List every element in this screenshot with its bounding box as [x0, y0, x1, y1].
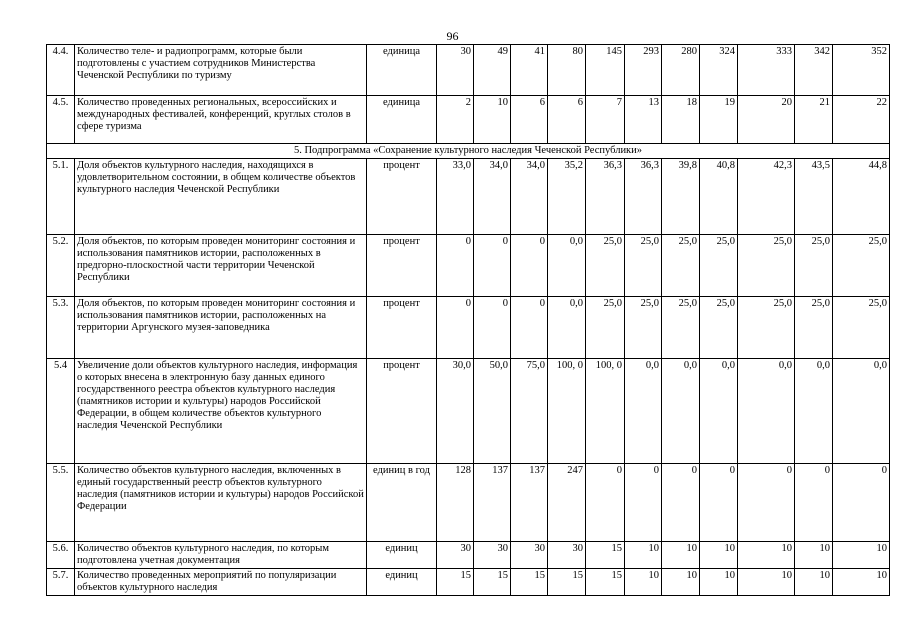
table-body	[47, 45, 890, 596]
value-cell: 15	[437, 569, 474, 596]
value-cell: 0,0	[833, 359, 890, 464]
value-cell: 10	[700, 569, 738, 596]
value-cell: 15	[548, 569, 586, 596]
value-cell: 41	[511, 45, 548, 96]
value-cell: 2	[437, 96, 474, 144]
value-cell: 30	[437, 542, 474, 569]
table-row	[47, 464, 890, 542]
value-cell: 0	[738, 464, 795, 542]
value-cell: 10	[795, 542, 833, 569]
indicator-name: Количество проведенных региональных, всероссийских и международных фестивалей, конференций, круглых столов в сфере туризма	[75, 96, 367, 144]
value-cell: 25,0	[795, 297, 833, 359]
value-cell: 0	[700, 464, 738, 542]
value-cell: 10	[795, 569, 833, 596]
indicator-name: Количество объектов культурного наследия, включенных в единый государственный реестр объектов культурного наследия (памятников истории и культуры) народов Российской Федерации	[75, 464, 367, 542]
table-row	[47, 45, 890, 96]
value-cell: 36,3	[625, 159, 662, 235]
value-cell: 324	[700, 45, 738, 96]
table-row	[47, 159, 890, 235]
table-row	[47, 542, 890, 569]
value-cell: 100, 0	[548, 359, 586, 464]
value-cell: 43,5	[795, 159, 833, 235]
value-cell: 137	[511, 464, 548, 542]
value-cell: 0,0	[738, 359, 795, 464]
value-cell: 10	[738, 542, 795, 569]
table-row	[47, 235, 890, 297]
value-cell: 293	[625, 45, 662, 96]
unit-cell: единиц в год	[367, 464, 437, 542]
value-cell: 0	[474, 235, 511, 297]
value-cell: 44,8	[833, 159, 890, 235]
value-cell: 15	[586, 542, 625, 569]
value-cell: 50,0	[474, 359, 511, 464]
value-cell: 10	[700, 542, 738, 569]
value-cell: 10	[662, 569, 700, 596]
value-cell: 19	[700, 96, 738, 144]
row-number: 5.6.	[47, 542, 75, 569]
indicator-name: Количество проведенных мероприятий по популяризации объектов культурного наследия	[75, 569, 367, 596]
value-cell: 25,0	[833, 297, 890, 359]
table-row	[47, 569, 890, 596]
value-cell: 34,0	[474, 159, 511, 235]
value-cell: 75,0	[511, 359, 548, 464]
value-cell: 15	[586, 569, 625, 596]
value-cell: 342	[795, 45, 833, 96]
indicator-name: Доля объектов, по которым проведен мониторинг состояния и использования памятников истории, расположенных в предгорно-плоскостной части территории Чеченской Республики	[75, 235, 367, 297]
value-cell: 247	[548, 464, 586, 542]
value-cell: 80	[548, 45, 586, 96]
value-cell: 7	[586, 96, 625, 144]
table-row	[47, 359, 890, 464]
row-number: 5.4	[47, 359, 75, 464]
value-cell: 25,0	[586, 297, 625, 359]
section-row	[47, 144, 890, 159]
table-row	[47, 297, 890, 359]
indicator-name: Доля объектов культурного наследия, находящихся в удовлетворительном состоянии, в общем количестве объектов культурного наследия Чеченской Республики	[75, 159, 367, 235]
value-cell: 15	[511, 569, 548, 596]
unit-cell: процент	[367, 359, 437, 464]
value-cell: 25,0	[738, 297, 795, 359]
value-cell: 10	[625, 569, 662, 596]
value-cell: 30	[474, 542, 511, 569]
value-cell: 42,3	[738, 159, 795, 235]
page-number: 96	[446, 29, 459, 43]
value-cell: 34,0	[511, 159, 548, 235]
value-cell: 22	[833, 96, 890, 144]
value-cell: 10	[833, 542, 890, 569]
value-cell: 21	[795, 96, 833, 144]
value-cell: 33,0	[437, 159, 474, 235]
indicator-name: Доля объектов, по которым проведен мониторинг состояния и использования памятников истории, расположенных на территории Аргунского музея-заповедника	[75, 297, 367, 359]
value-cell: 0,0	[548, 235, 586, 297]
value-cell: 10	[662, 542, 700, 569]
value-cell: 0	[511, 297, 548, 359]
unit-cell: единица	[367, 96, 437, 144]
value-cell: 0	[474, 297, 511, 359]
value-cell: 30,0	[437, 359, 474, 464]
value-cell: 25,0	[738, 235, 795, 297]
value-cell: 6	[548, 96, 586, 144]
value-cell: 18	[662, 96, 700, 144]
value-cell: 0,0	[625, 359, 662, 464]
indicator-name: Количество объектов культурного наследия, по которым подготовлена учетная документация	[75, 542, 367, 569]
value-cell: 25,0	[795, 235, 833, 297]
value-cell: 13	[625, 96, 662, 144]
value-cell: 0,0	[700, 359, 738, 464]
row-number: 5.3.	[47, 297, 75, 359]
unit-cell: процент	[367, 297, 437, 359]
value-cell: 25,0	[833, 235, 890, 297]
row-number: 4.5.	[47, 96, 75, 144]
value-cell: 0,0	[795, 359, 833, 464]
value-cell: 352	[833, 45, 890, 96]
value-cell: 25,0	[700, 235, 738, 297]
value-cell: 280	[662, 45, 700, 96]
row-number: 5.5.	[47, 464, 75, 542]
unit-cell: процент	[367, 159, 437, 235]
value-cell: 6	[511, 96, 548, 144]
row-number: 5.2.	[47, 235, 75, 297]
value-cell: 30	[511, 542, 548, 569]
indicators-table	[46, 44, 890, 596]
value-cell: 0	[511, 235, 548, 297]
value-cell: 25,0	[586, 235, 625, 297]
unit-cell: процент	[367, 235, 437, 297]
value-cell: 25,0	[625, 235, 662, 297]
value-cell: 25,0	[700, 297, 738, 359]
row-number: 5.1.	[47, 159, 75, 235]
value-cell: 15	[474, 569, 511, 596]
value-cell: 0	[795, 464, 833, 542]
value-cell: 35,2	[548, 159, 586, 235]
value-cell: 0	[833, 464, 890, 542]
value-cell: 25,0	[662, 235, 700, 297]
unit-cell: единиц	[367, 542, 437, 569]
value-cell: 145	[586, 45, 625, 96]
value-cell: 0,0	[548, 297, 586, 359]
unit-cell: единиц	[367, 569, 437, 596]
table-row	[47, 96, 890, 144]
value-cell: 0,0	[662, 359, 700, 464]
section-title: 5. Подпрограмма «Сохранение культурного наследия Чеченской Республики»	[47, 144, 890, 159]
value-cell: 20	[738, 96, 795, 144]
value-cell: 30	[437, 45, 474, 96]
value-cell: 49	[474, 45, 511, 96]
indicator-name: Количество теле- и радиопрограмм, которые были подготовлены с участием сотрудников Министерства Чеченской Республики по туризму	[75, 45, 367, 96]
row-number: 5.7.	[47, 569, 75, 596]
value-cell: 128	[437, 464, 474, 542]
value-cell: 137	[474, 464, 511, 542]
value-cell: 0	[437, 235, 474, 297]
value-cell: 0	[586, 464, 625, 542]
value-cell: 40,8	[700, 159, 738, 235]
value-cell: 10	[833, 569, 890, 596]
value-cell: 10	[474, 96, 511, 144]
value-cell: 0	[625, 464, 662, 542]
indicator-name: Увеличение доли объектов культурного наследия, информация о которых внесена в электронную базу данных единого государственного реестра объектов культурного наследия (памятников истории и культуры) народов Российской Федерации, в общем количестве объектов культурного наследия Чеченской Республики	[75, 359, 367, 464]
value-cell: 36,3	[586, 159, 625, 235]
row-number: 4.4.	[47, 45, 75, 96]
value-cell: 0	[437, 297, 474, 359]
value-cell: 0	[662, 464, 700, 542]
value-cell: 25,0	[662, 297, 700, 359]
value-cell: 30	[548, 542, 586, 569]
value-cell: 100, 0	[586, 359, 625, 464]
unit-cell: единица	[367, 45, 437, 96]
value-cell: 333	[738, 45, 795, 96]
value-cell: 10	[738, 569, 795, 596]
value-cell: 25,0	[625, 297, 662, 359]
value-cell: 10	[625, 542, 662, 569]
value-cell: 39,8	[662, 159, 700, 235]
